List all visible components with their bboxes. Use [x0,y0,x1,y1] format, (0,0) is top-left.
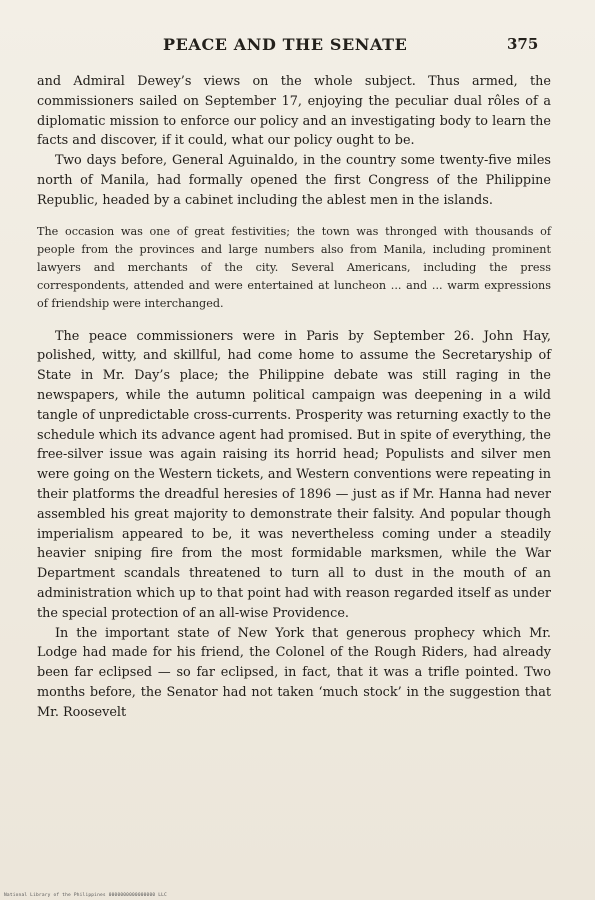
block-quote: The occasion was one of great festivities; the town was thronged with thousands of people from the provinces and large numbers also from Manila, including prominent lawyers and merchants of the city. Several Americans, including the press correspondents, attended and were entertained at luncheon ... and ... warm expressions of friendship were interchanged. [37,224,551,311]
page-number: 375 [507,35,539,53]
body-text [37,72,551,723]
library-stamp: National Library of the Philippines 0000000000000000 LLC [4,893,167,898]
paragraph: In the important state of New York that generous prophecy which Mr. Lodge had made for his friend, the Colonel of the Rough Riders, had already been far eclipsed — so far eclipsed, in fact, that it was a trifle pointed. Two months before, the Senator had not taken ‘much stock’ in the suggestion that Mr. Roosevelt [37,625,551,720]
page-header [0,35,595,57]
paragraph: The peace commissioners were in Paris by September 26. John Hay, polished, witty, and skillful, had come home to assume the Secretaryship of State in Mr. Day’s place; the Philippine debate was still raging in the newspapers, while the autumn political campaign was deepening in a wild tangle of unpredictable cross-currents. Prosperity was returning exactly to the schedule which its advance agent had promised. But in spite of everything, the free-silver issue was again raising its horrid head; Populists and silver men were going on the Western tickets, and Western conventions were repeating in their platforms the dreadful heresies of 1896 — just as if Mr. Hanna had never assembled his great majority to demonstrate their falsity. And popular though imperialism appeared to be, it was nevertheless coming under a steadily heavier sniping fire from the most formidable marksmen, while the War Department scandals threatened to turn all to dust in the mouth of an administration which up to that point had with reason regarded itself as under the special protection of an all-wise Providence. [37,328,551,621]
running-title: PEACE AND THE SENATE [163,35,408,54]
paragraph: Two days before, General Aguinaldo, in the country some twenty-five miles north of Manila, had formally opened the first Congress of the Philippine Republic, headed by a cabinet including the ablest men in the islands. [37,153,551,208]
paragraph: and Admiral Dewey’s views on the whole subject. Thus armed, the commissioners sailed on September 17, enjoying the peculiar dual rôles of a diplomatic mission to enforce our policy and an investigating body to learn the facts and discover, if it could, what our policy ought to be. [37,74,551,149]
